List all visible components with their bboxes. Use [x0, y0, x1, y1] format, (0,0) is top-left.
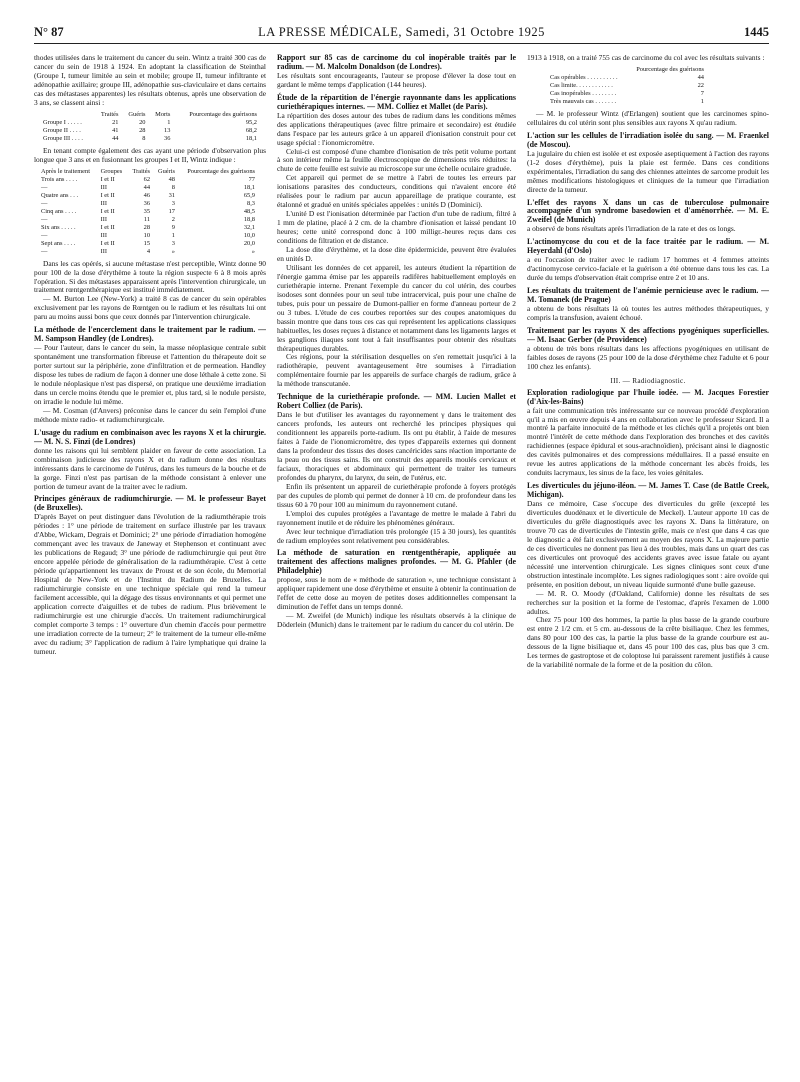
table-header: Pourcentage des guérisons	[187, 167, 255, 175]
table-row	[40, 119, 260, 127]
table-row	[547, 82, 707, 90]
table-cell: Cas limite. . . . . . . . . . . .	[550, 81, 613, 89]
table-header: Traités	[100, 110, 119, 118]
table-row	[38, 248, 258, 256]
table-row	[38, 216, 258, 224]
paragraph: Avec leur technique d'irradiation très prolongée (15 à 30 jours), les quantités de radium employées sont relativement peu considérables.	[277, 526, 516, 545]
table-cell: 10,0	[243, 231, 255, 239]
paragraph: Chez 75 pour 100 des hommes, la partie la plus basse de la grande courbure est entre 2 1/2 cm. et 5 cm. au-dessous de la crête bisiliaque. Chez les femmes, dans 80 pour 100 des cas, la partie la plus basse de la grande courbure est au-dessous de la ligne bisiliaque et, dans 45 pour 100 des cas, plus bas que 3 cm. Les termes de gastroptose et de coloptose lui paraissent rarement justifiés à cause de la variabilité normale de la forme et de la position du côlon.	[527, 615, 769, 670]
table-cell: 77	[248, 175, 255, 183]
paragraph: Ces régions, pour la stérilisation desquelles on s'en remettait jusqu'ici à la radiothérapie, peuvent avantageusement être soumises à l'irradiation complémentaire fournie par les appareils de surface chargés de radium, grâce à la méthode transcutanée.	[277, 352, 516, 389]
table-cell: 65,9	[243, 191, 255, 199]
table-header: Guéris	[157, 167, 175, 175]
table-cell: 13	[164, 126, 171, 134]
paragraph: — M. le professeur Wintz (d'Erlangen) soutient que les carcinomes spino-cellulaires du col utérin sont plus sensibles aux rayons X qu'au radium.	[527, 108, 769, 127]
paragraph: La répartition des doses autour des tubes de radium dans les conditions mêmes des applications thérapeutiques (avec filtre primaire et secondaire) est étudiée dans l'espace par les auteurs grâce à un appareil d'ionisation construit pour cet usage spécial : l'ionomicromètre.	[277, 110, 516, 147]
table-cell: 1	[700, 97, 704, 105]
section-heading: La méthode de saturation en rœntgenthérapie, appliquée au traitement des affections malignes profondes. — M. G. Pfahler (de Philadelphie)	[277, 548, 516, 576]
paragraph: propose, sous le nom de « méthode de saturation », une technique consistant à appliquer rapidement une dose d'érythème et ensuite à obtenir la continuation de l'effet de cette dose au moyen de petites doses additionnelles compensant la diminution de l'effet dans un temps donné.	[277, 575, 516, 612]
table-header: Pourcentage des guérisons	[189, 110, 257, 118]
table-row	[547, 74, 707, 82]
table-cell: 11	[143, 215, 151, 223]
table-header	[547, 66, 627, 74]
paragraph: — M. Burton Lee (New-York) a traité 8 cas de cancer du sein opérables exclusivement par les rayons de Rœntgen ou le radium et les résultats lui ont paru au moins aussi bons que ceux donnés par l'intervention chirurgicale.	[34, 294, 266, 322]
paragraph: Dans les cas opérés, si aucune métastase n'est perceptible, Wintz donne 90 pour 100 de la dose d'érythème à toute la région suspecte 6 à 8 mois après l'opération. Si des métastases apparaissent après l'intervention chirurgicale, un traitement rœntgenthérapique est institué immédiatement.	[34, 258, 266, 295]
table-row	[38, 176, 258, 184]
table-cell: 17	[168, 207, 175, 215]
paragraph: L'emploi des cupules protégées a l'avantage de mettre le malade à l'abri du rayonnement inutile et de réduire les phénomènes généraux.	[277, 508, 516, 527]
paragraph: a obtenu de très bons résultats dans les affections pyogéniques en utilisant de faibles doses de rayons (25 pour 100 de la dose d'érythème chez l'adulte et 6 pour 100 chez les enfants).	[527, 343, 769, 371]
paragraph: Dans ce mémoire, Case s'occupe des diverticules du grêle (excepté les diverticules duodénaux et le diverticule de Meckel). L'auteur apporte 10 cas de diverticules du grêle diagnostiqués avec les rayons X. Dans la littérature, on trouve 70 cas de diverticules de l'intestin grêle, mais ce n'est que dans 4 cas que le diagnostic a été fait exclusivement au moyen des rayons X. La majeure partie de ces diverticules ne donnent pas lieu à des troubles, mais dans un quart des cas ces diverticules ont provoqué des accidents graves avec issue fatale ou ayant nécessité une intervention chirurgicale. Les signes cliniques sont ceux d'une obstruction intestinale incomplète. Les signes radiologiques sont : aire ovoïde qui présente, en position debout, un niveau liquide surmonté d'une bulle gazeuse.	[527, 499, 769, 589]
section-heading: L'action sur les cellules de l'irradiation isolée du sang. — M. Fraenkel (de Moscou).	[527, 130, 769, 149]
table-cell: 2	[171, 215, 175, 223]
paragraph: Celui-ci est composé d'une chambre d'ionisation de très petit volume portant à son intérieur même la feuille électroscopique de dimensions très réduites: la chute de cette feuille est suivie au microscope sur une échelle oculaire graduée.	[277, 146, 516, 174]
table-cell: 46	[143, 191, 151, 199]
table-cell: 62	[143, 175, 151, 183]
paragraph: a obtenu de bons résultats là où toutes les autres méthodes thérapeutiques, y compris la transfusion, avaient échoué.	[527, 304, 769, 322]
journal-title: LA PRESSE MÉDICALE, Samedi, 31 Octobre 1925	[258, 25, 545, 39]
paragraph: — M. Zweifel (de Munich) indique les résultats observés à la clinique de Döderlein (Munich) dans le traitement par le radium du cancer du col utérin. De	[277, 611, 516, 630]
paragraph: La jugulaire du chien est isolée et est exposée aseptiquement à l'action des rayons (1-2 doses d'érythème), puis la plaie est fermée. Dans ces conditions expérimentales, l'irradiation du sang des chiennes atteintes de sarcome produit les mêmes modifications histologiques et cliniques de la tumeur que l'irradiation directe de la tumeur.	[527, 148, 769, 194]
table-cell: 18,1	[243, 183, 255, 191]
table-cell: Groupe III . . . .	[43, 134, 83, 142]
table-cell: 18,8	[243, 215, 255, 223]
table-cell: 3	[171, 239, 175, 247]
table-cell: 31	[168, 191, 175, 199]
table-cell: I et II	[100, 191, 115, 199]
table-cell: 44	[143, 183, 151, 191]
table-cell: —	[41, 215, 48, 223]
table-cell: »	[251, 247, 255, 255]
column-3	[527, 54, 769, 1074]
table-cell: Sept ans . . . .	[41, 239, 76, 247]
table-header: Pourcentage des guérisons	[636, 65, 704, 73]
results-table-groups	[40, 111, 260, 143]
table-cell: 7	[700, 89, 704, 97]
table-cell: I et II	[100, 175, 115, 183]
section-heading: Exploration radiologique par l'huile iodée. — M. Jacques Forestier (d'Aix-les-Bains)	[527, 387, 769, 406]
section-heading: Étude de la répartition de l'énergie rayonnante dans les applications curiethérapiques internes. — MM. Colliez et Mallet (de Paris).	[277, 92, 516, 111]
paragraph: Les résultats sont encourageants, l'auteur se propose d'élever la dose tout en gardant le même temps d'application (144 heures).	[277, 70, 516, 89]
section-heading: Principes généraux de radiumchirurgie. — M. le professeur Bayet (de Bruxelles).	[34, 494, 266, 513]
table-cell: —	[41, 231, 48, 239]
table-cell: I et II	[100, 223, 115, 231]
table-header: Guéris	[128, 110, 146, 118]
table-cell: Groupe II . . . .	[43, 126, 81, 134]
table-cell: 35	[143, 207, 151, 215]
table-cell: 36	[164, 134, 171, 142]
table-cell: III	[100, 247, 107, 255]
table-header: Après le traitement	[41, 167, 90, 175]
paragraph: — M. Cosman (d'Anvers) préconise dans le cancer du sein l'emploi d'une méthode mixte radio- et radiumchirurgicale.	[34, 405, 266, 424]
table-row	[38, 208, 258, 216]
table-row	[38, 184, 258, 192]
paragraph: a eu l'occasion de traiter avec le radium 17 hommes et 4 femmes atteints d'actinomycose cervico-faciale et la guérison a été obtenue dans tous les cas. La durée du temps d'observation était comprise entre 2 et 10 ans.	[527, 255, 769, 283]
paragraph: donne les raisons qui lui semblent plaider en faveur de cette association. La combinaison judicieuse des rayons X et du radium donne des résultats intéressants dans le carcinome de l'utérus, dans les tumeurs de la bouche et de la gorge. Finzi n'est pas partisan de la méthode consistant à enlever une portion de tumeur avant de la traiter avec le radium.	[34, 445, 266, 491]
table-cell: 44	[112, 134, 119, 142]
table-cell: —	[41, 183, 48, 191]
table-cell: 20	[139, 118, 146, 126]
table-row	[40, 127, 260, 135]
table-cell: Groupe I . . . . .	[43, 118, 82, 126]
section-heading: La méthode de l'encerclement dans le traitement par le radium. — M. Sampson Handley (de Londres).	[34, 325, 266, 344]
table-cell: 15	[143, 239, 151, 247]
table-header	[40, 111, 94, 119]
table-cell: —	[41, 247, 48, 255]
section-heading: Rapport sur 85 cas de carcinome du col inopérable traités par le radium. — M. Malcolm Donaldson (de Londres).	[277, 54, 516, 71]
section-heading: Les diverticules du jéjuno-iléon. — M. James T. Case (de Battle Creek, Michigan).	[527, 481, 769, 500]
paragraph: D'après Bayet on peut distinguer dans l'évolution de la radiumthérapie trois périodes : 1° une période de traitement en surface illustrée par les travaux d'Abbe, Wickam, Degrais et Dominici; 2° une période d'irradiation homogène commençant avec les travaux de Janeway et Stephenson et continuant avec les publications de Regaud; 3° une période de radiumchirurgie qui peut être encore appelée période de généralisation de la radiumthérapie. C'est à cette période qu'appartiennent les travaux de Proust et de son école, du Memorial Hospital de New-York et de l'Institut du Radium de Bruxelles. La radiumchirurgie consiste en une technique spéciale qui rend la tumeur facilement accessible, qui la dégage des tissus environnants et qui permet une application correcte d'aiguilles et de tubes de radium. Plus brièvement le radiumchirurgie est une chirurgie d'accès. Un traitement radiumchirurgical complet comporte 3 temps : 1° ouverture d'un chemin d'accès pour permettre une irradiation correcte de la tumeur; 2° le traitement de la tumeur elle-même avec du radium; 3° l'application de radium à l'aire lymphatique qui draine la tumeur.	[34, 512, 266, 656]
paragraph: — Pour l'auteur, dans le cancer du sein, la masse néoplasique centrale subit spontanément une transformation fibreuse et l'attention du thérapeute doit se porter surtout sur la périphérie, zone d'infiltration et de permeation. Handley dispose les tubes de radium de façon à donner une dose léthale à cette zone. Si le nodule néoplasique n'est pas dispersé, on pratique une deuxième irradiation dans un cercle moins étendu que le premier et, plus tard, si le nodule persiste, on irradie le nodule lui même.	[34, 343, 266, 406]
paragraph: Utilisant les données de cet appareil, les auteurs étudient la répartition de l'énergie gamma émise par les appareils radifères habituellement employés en curiethérapie interne. Prenant l'exemple du cancer du col utérin, des courbes isodoses sont données pour un seul tube intracervical, puis pour une chaîne de tubes, puis pour un pessaire de Dumont-pallier en forme d'anneau porteur de 2 ou 3 tubes. L'étude de ces courbes reportées sur des coupes anatomiques du bassin montre que dans tous ces cas qui représentent les applications classiques habituelles, les doses reçues à distance et notamment dans les ligaments larges et les ganglions iliaques sont tout à fait insuffisantes pour obtenir des résultats thérapeutiques durables.	[277, 262, 516, 353]
table-cell: 8	[171, 183, 175, 191]
table-row	[547, 90, 707, 98]
results-table-years	[38, 168, 258, 256]
table-cell: Six ans . . . . .	[41, 223, 76, 231]
issue-number: N° 87	[34, 25, 64, 39]
table-cell: I et II	[100, 239, 115, 247]
table-row	[547, 98, 707, 106]
table-cell: 18,1	[245, 134, 257, 142]
table-cell: 4	[146, 247, 151, 255]
section-heading: Les résultats du traitement de l'anémie pernicieuse avec le radium. — M. Tomanek (de Prague)	[527, 286, 769, 305]
table-cell: III	[100, 183, 107, 191]
section-heading: L'actinomycose du cou et de la face traitée par le radium. — M. Heyerdahl (d'Oslo)	[527, 237, 769, 256]
section-heading: L'usage du radium en combinaison avec les rayons X et la chirurgie. — M. N. S. Finzi (de Londres)	[34, 427, 266, 446]
results-table-col-cancer	[547, 66, 707, 106]
table-cell: 48,5	[243, 207, 255, 215]
table-cell: 20,0	[243, 239, 255, 247]
table-cell: Très mauvais cas . . . . . . .	[550, 97, 617, 105]
table-cell: 68,2	[245, 126, 257, 134]
table-cell: 36	[143, 199, 151, 207]
paragraph: En tenant compte également des cas ayant une période d'observation plus longue que 3 ans et en fusionnant les groupes I et II, Wintz indique :	[34, 145, 266, 164]
part-heading-radiodiagnostic: III. — Radiodiagnostic.	[610, 376, 686, 385]
table-cell: 41	[112, 126, 119, 134]
paragraph: Cet appareil qui permet de se mettre à l'abri de toutes les erreurs par ionisations parasites des conducteurs, conditions qui n'avaient encore été réalisées pour le radium par aucun appareillage de pratique courante, est étalonné et gradué en unités spéciales appelées : unités D (Dominici).	[277, 173, 516, 210]
table-cell: 32,1	[243, 223, 255, 231]
table-header: Traités	[132, 167, 151, 175]
table-cell: 28	[139, 126, 146, 134]
table-header: Groupes	[100, 167, 123, 175]
table-cell: 21	[112, 118, 119, 126]
table-cell: 8	[142, 134, 146, 142]
table-cell: III	[100, 199, 107, 207]
paragraph: L'unité D est l'ionisation déterminée par l'action d'un tube de radium, filtré à 1 mm de platine, placé à 2 cm. de la chambre d'ionisation et laissé pendant 10 heures; cette unité correspond donc à 100 milligr.-heures reçus dans ces conditions de filtration et de distance.	[277, 209, 516, 246]
table-cell: 1	[167, 118, 171, 126]
table-cell: 1	[171, 231, 175, 239]
table-cell: 28	[143, 223, 151, 231]
table-cell: 95,2	[245, 118, 257, 126]
table-cell: 22	[697, 81, 704, 89]
page-header	[34, 22, 769, 44]
table-cell: 10	[143, 231, 151, 239]
paragraph: a observé de bons résultats après l'irradiation de la rate et des os longs.	[527, 224, 736, 234]
table-cell: Cinq ans . . . .	[41, 207, 77, 215]
table-cell: Trois ans . . . .	[41, 175, 78, 183]
table-cell: Quatre ans . . .	[41, 191, 79, 199]
section-heading: Technique de la curiethérapie profonde. — MM. Lucien Mallet et Robert Colliez (de Paris).	[277, 392, 516, 411]
section-heading: Traitement par les rayons X des affections pyogéniques superficielles. — M. Isaac Gerber (de Providence)	[527, 325, 769, 344]
paragraph: 1913 à 1918, on a traité 755 cas de carcinome du col avec les résultats suivants :	[527, 54, 765, 62]
table-row	[40, 135, 260, 143]
table-cell: 3	[171, 199, 175, 207]
table-row	[38, 240, 258, 248]
section-heading: L'effet des rayons X dans un cas de tuberculose pulmonaire accompagnée d'un syndrome basedowien et d'aménorrhée. — M. E. Zweifel (de Munich)	[527, 197, 769, 225]
table-row	[38, 232, 258, 240]
table-cell: III	[100, 231, 107, 239]
table-cell: Cas opérables . . . . . . . . . .	[550, 73, 618, 81]
table-header: Morts	[155, 110, 171, 118]
table-cell: »	[171, 247, 175, 255]
table-row	[38, 200, 258, 208]
table-cell: 44	[697, 73, 704, 81]
paragraph: a fait une communication très intéressante sur ce nouveau procédé d'exploration qu'il a mis en œuvre depuis 4 ans en collaboration avec le professeur Sicard. Il a montré la parfaite innocuité de la méthode et les clichés qu'il a projetés ont bien montré l'intérêt de cette méthode dans l'exploration des bronches et des cavités rachidiennes (espace épidural et sous-arachnoïdien), précisant ainsi le diagnostic des cavités pulmonaires et des compressions médullaires. Il a passé ensuite en revue les autres applications de la méthode concernant les abcès froids, les conduits lacrymaux, les sinus de la face, les voies génitales.	[527, 405, 769, 478]
table-cell: III	[100, 215, 107, 223]
paragraph: La dose dite d'érythème, et la dose dite épidermicide, peuvent être évaluées en unités D.	[277, 245, 516, 263]
paragraph: Enfin ils présentent un appareil de curiethérapie profonde à foyers protégés par des cupules de plomb qui permet de donner à 10 cm. de profondeur dans les tissus 60 à 70 pour 100 au minimum du rayonnement cutané.	[277, 481, 516, 509]
table-row	[38, 224, 258, 232]
paragraph: Dans le but d'utiliser les avantages du rayonnement γ dans le traitement des cancers profonds, les auteurs ont recherché les principes physiques qui conditionnent les appareils porte-radium. Ils ont pu établir, à l'aide de mesures faites à l'aide de l'ionomicromètre, des types d'appareils externes qui donnent dans la profondeur des tissus des doses cancéricides sans réaction importante de la peau ou des tissus sains. Ils ont construit des appareils moulés cervicaux et faciaux, thoraciques et abdominaux qui permettent de traiter les tumeurs profondes du pharynx, du larynx, du sein, de l'utérus, etc.	[277, 410, 516, 482]
table-cell: Cas inopérables . . . . . . . .	[550, 89, 617, 97]
table-cell: 9	[171, 223, 175, 231]
paragraph: thodes utilisées dans le traitement du cancer du sein. Wintz a traité 300 cas de cancer du sein de 1918 à 1924. En adoptant la classification de Steinthal (Groupe I, tumeur limitée au sein et mobile; groupe II, tumeur infiltrante et adénopathie axillaire; groupe III, adénopathie sus-claviculaire et dans certains cas des métastases apparentes) les résultats obtenus, après une observation de 3 ans, se classent ainsi :	[34, 54, 266, 107]
column-2	[277, 54, 516, 1074]
table-cell: I et II	[100, 207, 115, 215]
table-cell: 8,3	[247, 199, 255, 207]
page-number: 1445	[744, 25, 769, 39]
paragraph: — M. R. O. Moody (d'Oakland, Californie) donne les résultats de ses recherches sur la position et la forme de l'estomac, d'après l'examen de 1.000 adultes.	[527, 588, 769, 616]
column-1	[34, 54, 266, 1074]
table-cell: 48	[168, 175, 175, 183]
table-cell: —	[41, 199, 48, 207]
table-row	[38, 192, 258, 200]
